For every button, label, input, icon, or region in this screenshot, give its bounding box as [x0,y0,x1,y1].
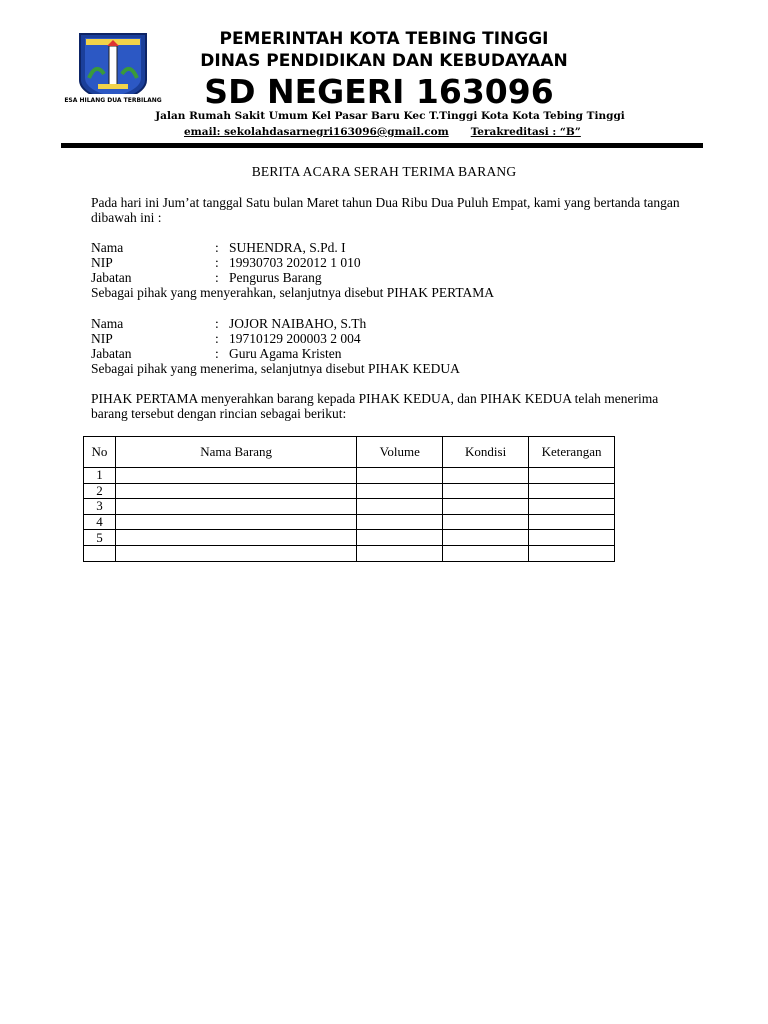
header-volume: Volume [357,437,443,468]
row-number: 5 [84,530,116,546]
volume-cell [357,530,443,546]
table-row [84,514,615,530]
colon: : [215,316,219,331]
table-row [84,499,615,515]
condition-cell [443,514,529,530]
table-row [84,468,615,484]
first-party-name-row [91,240,494,255]
nip-label: NIP [91,331,113,346]
department-name: DINAS PENDIDIKAN DAN KEBUDAYAAN [200,51,568,71]
remarks-cell [529,468,615,484]
row-number: 2 [84,483,116,499]
second-party-name-row [91,316,460,331]
first-party-block [91,240,494,300]
row-number [84,545,116,561]
condition-cell [443,545,529,561]
row-number: 3 [84,499,116,515]
position-label: Jabatan [91,346,132,361]
school-name: SD NEGERI 163096 [204,72,554,111]
volume-cell [357,499,443,515]
remarks-cell [529,483,615,499]
remarks-cell [529,514,615,530]
volume-cell [357,514,443,530]
item-name-cell [115,545,356,561]
handover-paragraph: PIHAK PERTAMA menyerahkan barang kepada PIHAK KEDUA, dan PIHAK KEDUA telah menerima barang tersebut dengan rincian sebagai berikut: [91,391,659,421]
school-email: email: sekolahdasarnegri163096@gmail.com [184,126,449,138]
item-name-cell [115,483,356,499]
header-condition: Kondisi [443,437,529,468]
first-party-position: Pengurus Barang [229,270,322,285]
remarks-cell [529,545,615,561]
volume-cell [357,468,443,484]
header-remarks: Keterangan [529,437,615,468]
government-name: PEMERINTAH KOTA TEBING TINGGI [219,29,549,49]
second-party-position-row [91,346,460,361]
school-address: Jalan Rumah Sakit Umum Kel Pasar Baru Kec T.Tinggi Kota Kota Tebing Tinggi [155,110,625,122]
item-name-cell [115,514,356,530]
nip-label: NIP [91,255,113,270]
header-item-name: Nama Barang [115,437,356,468]
item-name-cell [115,499,356,515]
first-party-nip-row [91,255,494,270]
table-row [84,545,615,561]
second-party-nip: 19710129 200003 2 004 [229,331,361,346]
intro-paragraph: Pada hari ini Jum’at tanggal Satu bulan Maret tahun Dua Ribu Dua Puluh Empat, kami yang bertanda tangan dibawah ini : [91,195,680,225]
name-label: Nama [91,240,124,255]
condition-cell [443,468,529,484]
position-label: Jabatan [91,270,132,285]
table-row [84,483,615,499]
document-title: BERITA ACARA SERAH TERIMA BARANG [251,164,517,179]
colon: : [215,331,219,346]
first-party-note: Sebagai pihak yang menyerahkan, selanjutnya disebut PIHAK PERTAMA [91,285,495,300]
condition-cell [443,483,529,499]
colon: : [215,270,219,285]
logo-motto: ESA HILANG DUA TERBILANG [64,97,162,104]
volume-cell [357,483,443,499]
letterhead-divider [61,143,703,148]
item-name-cell [115,530,356,546]
first-party-position-row [91,270,494,285]
header-no: No [84,437,116,468]
remarks-cell [529,499,615,515]
accreditation: Terakreditasi : “B” [470,126,581,138]
volume-cell [357,545,443,561]
first-party-nip: 19930703 202012 1 010 [229,255,361,270]
condition-cell [443,499,529,515]
second-party-note: Sebagai pihak yang menerima, selanjutnya disebut PIHAK KEDUA [91,361,460,376]
remarks-cell [529,530,615,546]
row-number: 1 [84,468,116,484]
colon: : [215,255,219,270]
second-party-name: JOJOR NAIBAHO, S.Th [229,316,367,331]
table-header-row [84,437,615,468]
letterhead [0,28,768,112]
row-number: 4 [84,514,116,530]
item-name-cell [115,468,356,484]
second-party-nip-row [91,331,460,346]
colon: : [215,240,219,255]
condition-cell [443,530,529,546]
name-label: Nama [91,316,124,331]
table-row [84,530,615,546]
colon: : [215,346,219,361]
items-table [83,436,615,562]
contact-line [184,125,581,139]
first-party-name: SUHENDRA, S.Pd. I [229,240,346,255]
second-party-block [91,316,460,376]
second-party-position: Guru Agama Kristen [229,346,342,361]
